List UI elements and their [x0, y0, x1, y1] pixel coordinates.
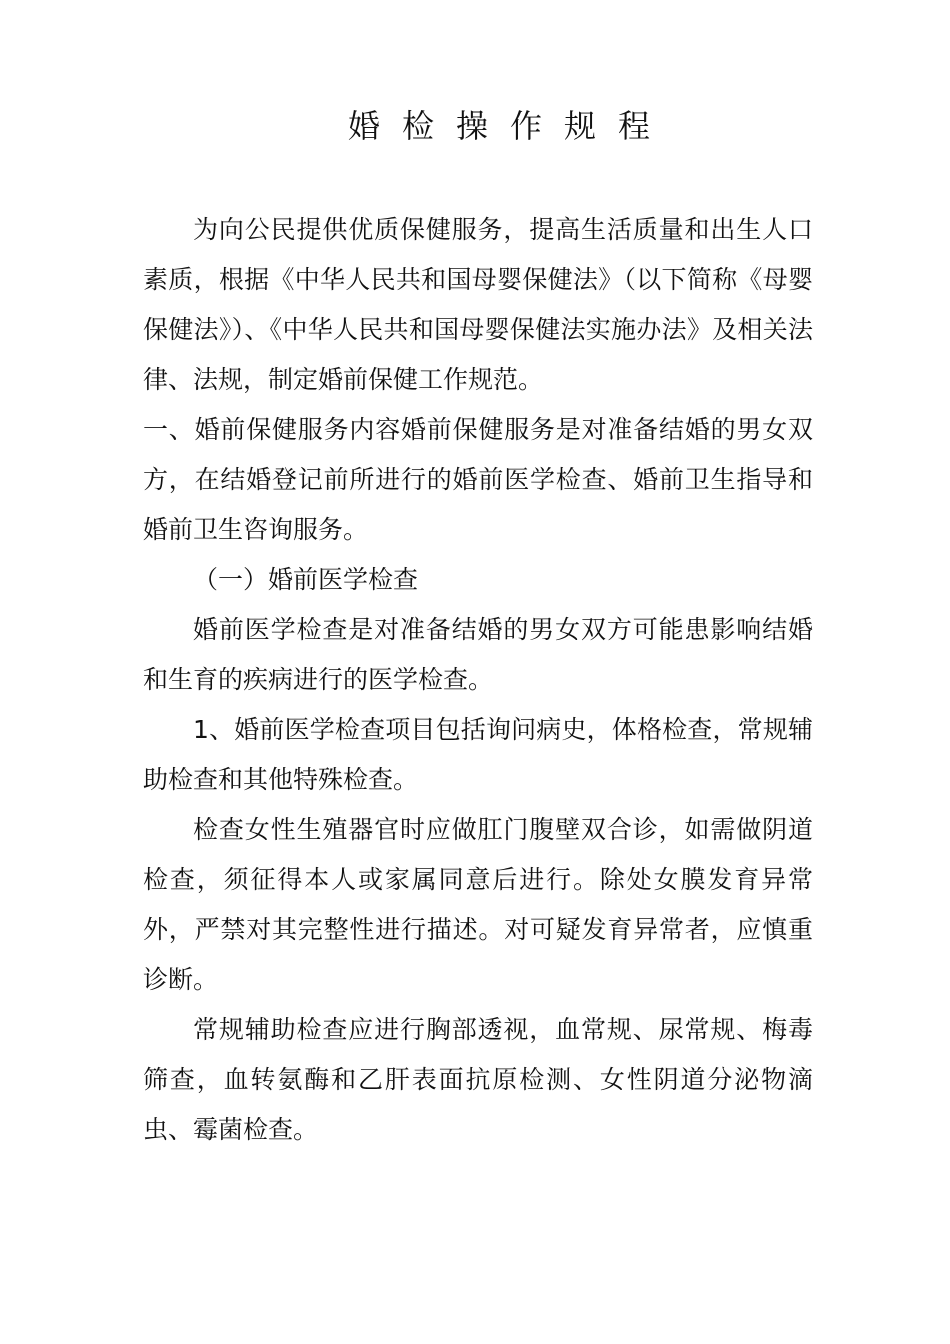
- paragraph-intro: 为向公民提供优质保健服务，提高生活质量和出生人口素质，根据《中华人民共和国母婴保健法》（以下简称《母婴保健法》）、《中华人民共和国母婴保健法实施办法》及相关法律、法规，制定婚前保健工作规范。: [143, 215, 813, 394]
- paragraph-exam-items: 1、婚前医学检查项目包括询问病史，体格检查，常规辅助检查和其他特殊检查。: [143, 715, 813, 794]
- paragraph-routine-tests: 常规辅助检查应进行胸部透视，血常规、尿常规、梅毒筛查，血转氨酶和乙肝表面抗原检测、女性阴道分泌物滴虫、霉菌检查。: [143, 1015, 813, 1144]
- subheading-premarital-exam: （一）婚前医学检查: [193, 565, 419, 594]
- paragraph-female-exam: 检查女性生殖器官时应做肛门腹壁双合诊，如需做阴道检查，须征得本人或家属同意后进行。除处女膜发育异常外，严禁对其完整性进行描述。对可疑发育异常者，应慎重诊断。: [143, 815, 813, 994]
- paragraph-exam-definition: 婚前医学检查是对准备结婚的男女双方可能患影响结婚和生育的疾病进行的医学检查。: [143, 615, 813, 694]
- document-body: [143, 205, 813, 1155]
- document-title: 婚检操作规程: [347, 107, 672, 145]
- paragraph-section-one: 一、婚前保健服务内容婚前保健服务是对准备结婚的男女双方，在结婚登记前所进行的婚前医学检查、婚前卫生指导和婚前卫生咨询服务。: [143, 415, 813, 544]
